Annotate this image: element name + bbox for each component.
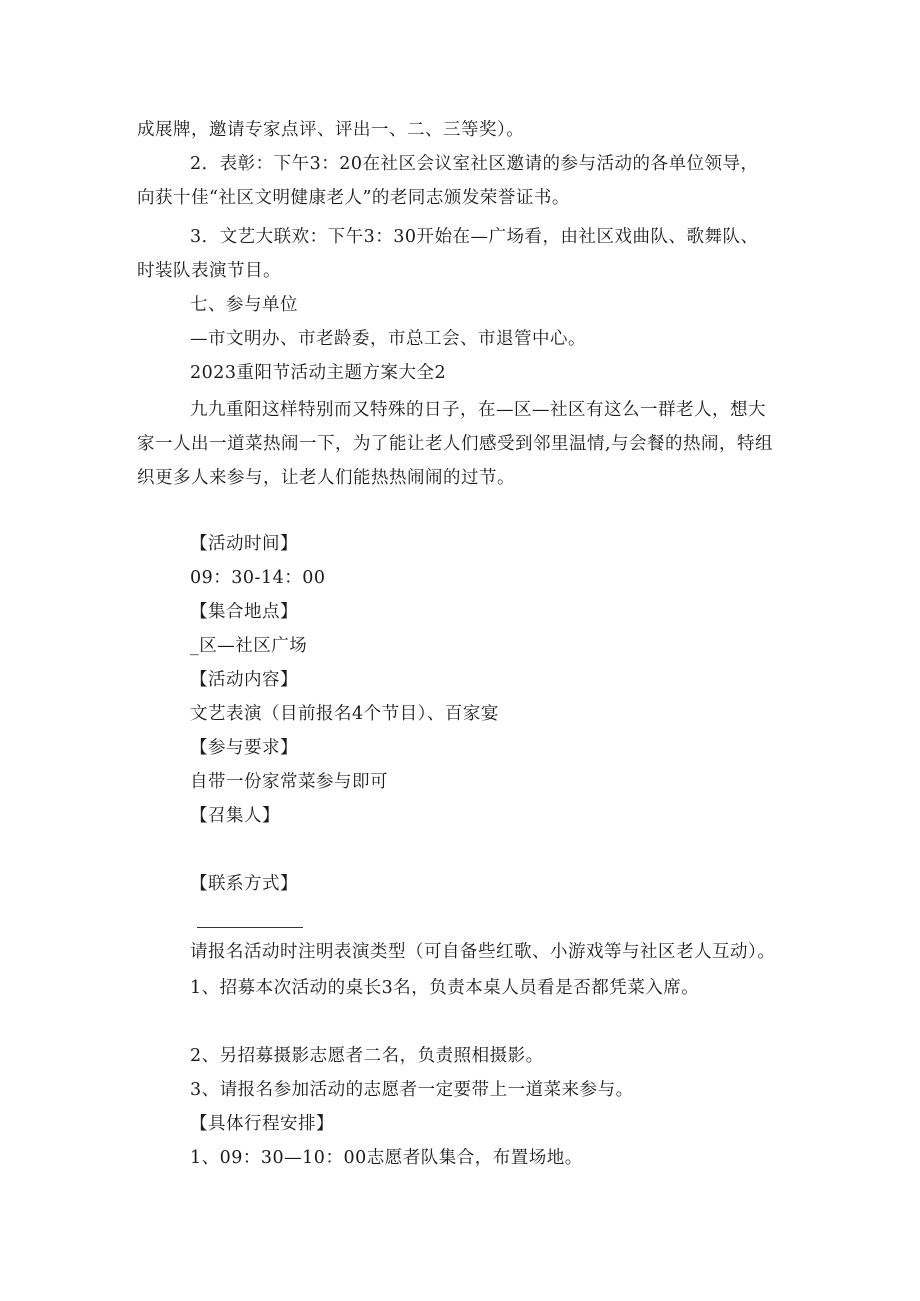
paragraph-line: 3．文艺大联欢：下午3：30开始在—广场看，由社区戏曲队、歌舞队、 bbox=[190, 227, 759, 247]
label-contact: 【联系方式】 bbox=[190, 874, 298, 894]
label-organizer: 【召集人】 bbox=[190, 806, 280, 826]
paragraph-line: 2．表彰：下午3：20在社区会议室社区邀请的参与活动的各单位领导， bbox=[190, 154, 759, 174]
paragraph-line: 向获十佳“社区文明健康老人”的老同志颁发荣誉证书。 bbox=[137, 188, 570, 208]
section-heading: 七、参与单位 bbox=[190, 295, 298, 315]
value-participation-requirement: 自带一份家常菜参与即可 bbox=[190, 772, 388, 792]
label-activity-content: 【活动内容】 bbox=[190, 670, 298, 690]
label-schedule: 【具体行程安排】 bbox=[190, 1114, 334, 1134]
list-item: 3、请报名参加活动的志愿者一定要带上一道菜来参与。 bbox=[190, 1080, 634, 1100]
paragraph-line: 请报名活动时注明表演类型（可自备些红歌、小游戏等与社区老人互动）。 bbox=[190, 942, 776, 962]
value-meeting-place: _区—社区广场 bbox=[190, 636, 308, 656]
paragraph-line: 家一人出一道菜热闹一下，为了能让老人们感受到邻里温情,与会餐的热闹，特组 bbox=[137, 434, 774, 454]
paragraph-line: 时装队表演节目。 bbox=[137, 261, 281, 281]
paragraph-line: 成展牌，邀请专家点评、评出一、二、三等奖）。 bbox=[137, 120, 525, 140]
list-item: 2、另招募摄影志愿者二名，负责照相摄影。 bbox=[190, 1046, 544, 1066]
paragraph-line: 织更多人来参与，让老人们能热热闹闹的过节。 bbox=[137, 468, 515, 488]
label-activity-time: 【活动时间】 bbox=[190, 534, 298, 554]
paragraph-line: —市文明办、市老龄委，市总工会、市退管中心。 bbox=[190, 329, 586, 349]
list-item: 1、招募本次活动的桌长3名，负责本桌人员看是否都凭菜入席。 bbox=[190, 978, 700, 998]
section-title: 2023重阳节活动主题方案大全2 bbox=[190, 363, 447, 383]
list-item: 1、09：30—10：00志愿者队集合，布置场地。 bbox=[190, 1148, 583, 1168]
value-activity-time: 09：30-14：00 bbox=[190, 568, 326, 588]
value-activity-content: 文艺表演（目前报名4个节目）、百家宴 bbox=[190, 704, 499, 724]
label-participation-requirement: 【参与要求】 bbox=[190, 738, 298, 758]
paragraph-line: 九九重阳这样特别而又特殊的日子，在—区—社区有这么一群老人，想大 bbox=[190, 400, 766, 420]
label-meeting-place: 【集合地点】 bbox=[190, 602, 298, 622]
contact-blank-line bbox=[197, 927, 303, 928]
